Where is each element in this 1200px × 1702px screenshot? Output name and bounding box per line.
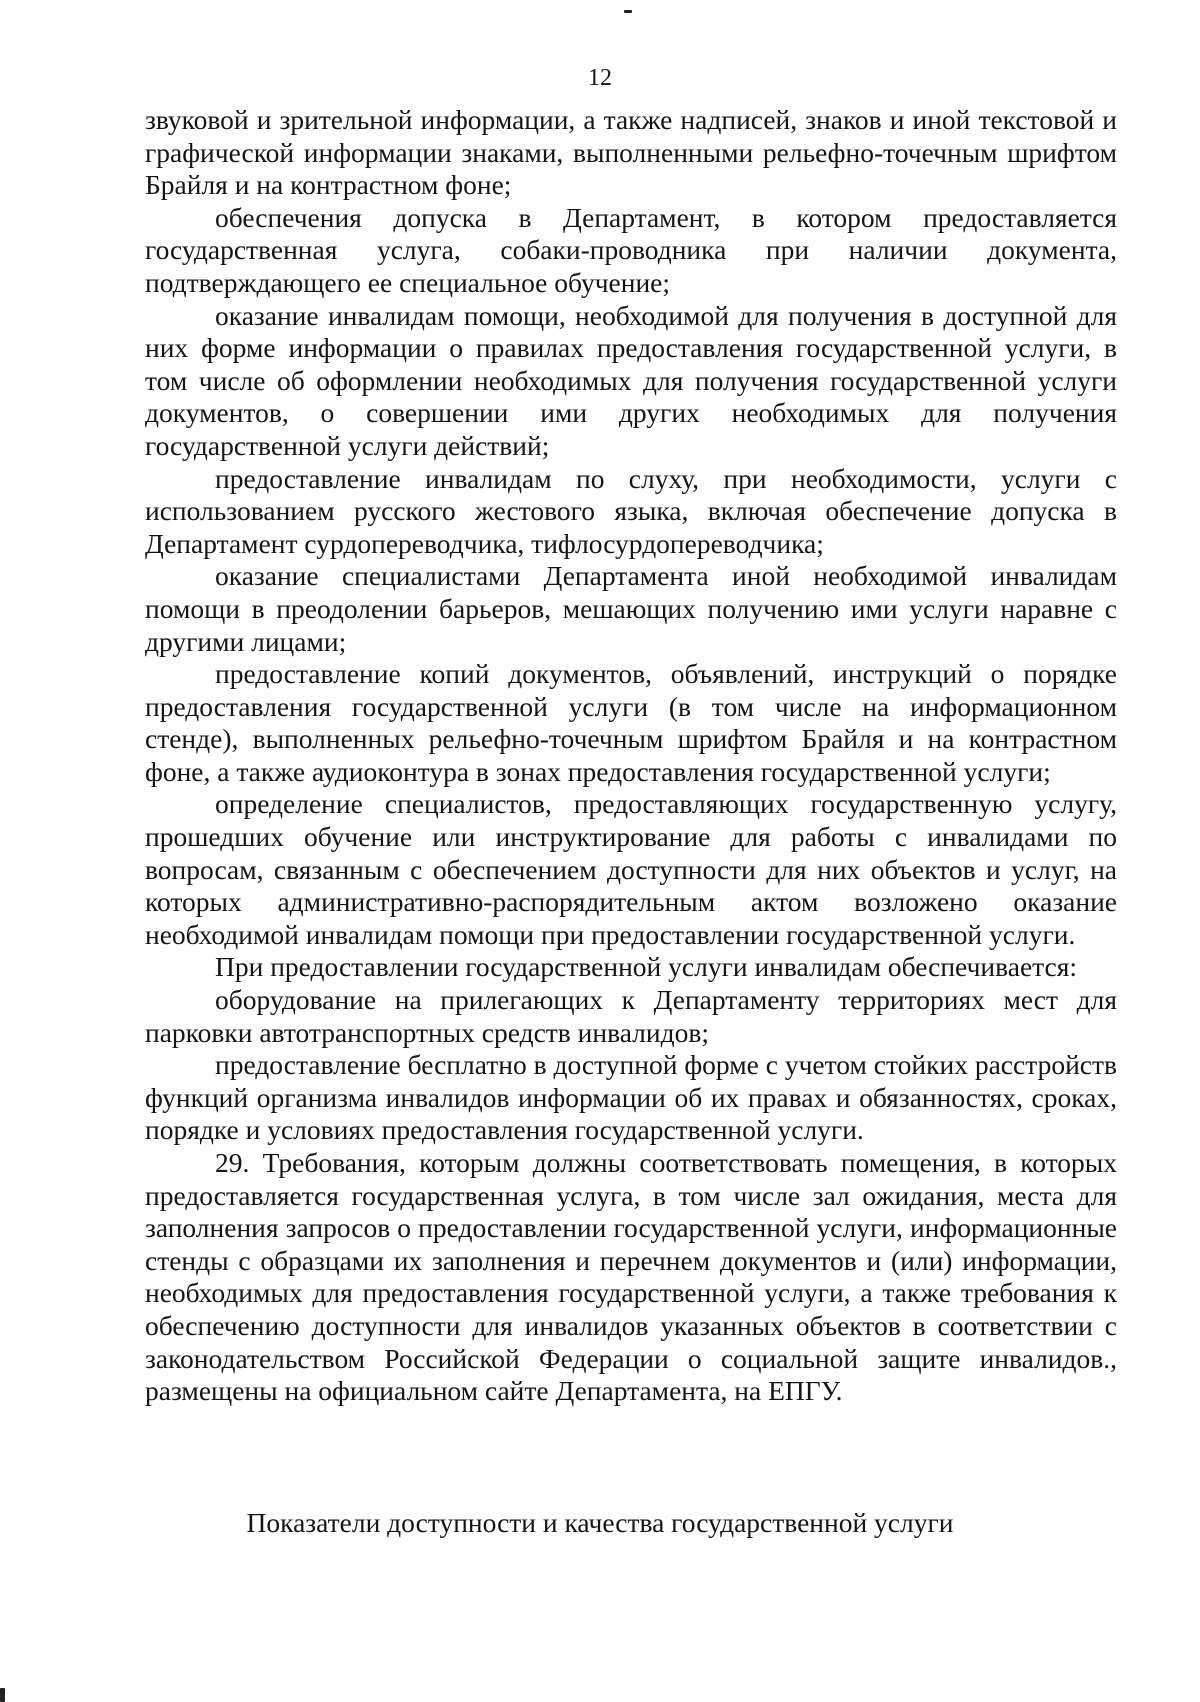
paragraph: оказание инвалидам помощи, необходимой для получения в доступной для них форме информации о правилах предоставления государственной услуги, в том числе об оформлении необходимых для получения государственной услуги документов, о совершении ими других необходимых для получения государственной услуги действий; bbox=[145, 299, 1117, 461]
paragraph: оборудование на прилегающих к Департаменту территориях мест для парковки автотранспортных средств инвалидов; bbox=[145, 984, 1117, 1048]
scan-edge-mark bbox=[0, 1688, 5, 1702]
document-body bbox=[145, 104, 1117, 1408]
paragraph: определение специалистов, предоставляющих государственную услугу, прошедших обучение или инструктирование для работы с инвалидами по вопросам, связанным с обеспечением доступности для них объектов и услуг, на которых административно-распорядительным актом возложено оказание необходимой инвалидам помощи при предоставлении государственной услуги. bbox=[145, 788, 1117, 950]
paragraph: предоставление инвалидам по слуху, при необходимости, услуги с использованием русского жестового языка, включая обеспечение допуска в Департамент сурдопереводчика, тифлосурдопереводчика; bbox=[145, 462, 1117, 559]
paragraph: обеспечения допуска в Департамент, в котором предоставляется государственная услуга, собаки-проводника при наличии документа, подтверждающего ее специальное обучение; bbox=[145, 201, 1117, 298]
paragraph: предоставление копий документов, объявлений, инструкций о порядке предоставления государственной услуги (в том числе на информационном стенде), выполненных рельефно-точечным шрифтом Брайля и на контрастном фоне, а также аудиоконтура в зонах предоставления государственной услуги; bbox=[145, 658, 1117, 787]
paragraph: оказание специалистами Департамента иной необходимой инвалидам помощи в преодолении барьеров, мешающих получению ими услуги наравне с другими лицами; bbox=[145, 560, 1117, 657]
section-heading: Показатели доступности и качества государственной услуги bbox=[246, 1507, 954, 1538]
scan-speck bbox=[624, 10, 632, 13]
paragraph-item-29: 29. Требования, которым должны соответствовать помещения, в которых предоставляется государственная услуга, в том числе зал ожидания, места для заполнения запросов о предоставлении государственной услуги, информационные стенды с образцами их заполнения и перечнем документов и (или) информации, необходимых для предоставления государственной услуги, а также требования к обеспечению доступности для инвалидов указанных объектов в соответствии с законодательством Российской Федерации о социальной защите инвалидов., размещены на официальном сайте Департамента, на ЕПГУ. bbox=[145, 1147, 1117, 1407]
paragraph: При предоставлении государственной услуги инвалидам обеспечивается: bbox=[215, 951, 1078, 983]
paragraph: предоставление бесплатно в доступной форме с учетом стойких расстройств функций организма инвалидов информации об их правах и обязанностях, сроках, порядке и условиях предоставления государственной услуги. bbox=[145, 1049, 1117, 1146]
page-number: 12 bbox=[588, 65, 612, 91]
paragraph-continuation: звуковой и зрительной информации, а также надписей, знаков и иной текстовой и графической информации знаками, выполненными рельефно-точечным шрифтом Брайля и на контрастном фоне; bbox=[145, 104, 1117, 201]
